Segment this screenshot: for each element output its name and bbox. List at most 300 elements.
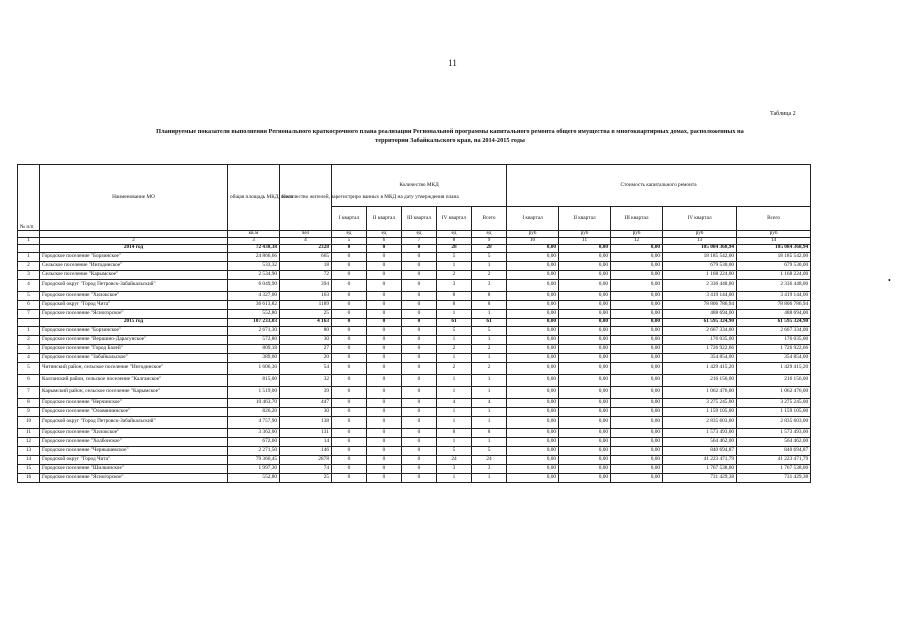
- cell-q2: 0: [367, 437, 402, 446]
- cell-cq1: 0,00: [507, 437, 559, 446]
- cell-cq4: 78 806 786,94: [663, 300, 737, 309]
- header-cost-q3: III квартал: [611, 207, 663, 231]
- unit-cell: руб: [507, 231, 559, 238]
- cell-cq4: 18 185 542,00: [663, 252, 737, 261]
- municipality-name: Читинский район, сельское поселение "Ингодинское": [40, 362, 228, 374]
- cell-cq3: 0,00: [611, 407, 663, 416]
- cell-ctotal: 216 156,00: [737, 374, 811, 386]
- row-number: 13: [18, 446, 40, 455]
- cell-cq4: 1 429 415,20: [663, 362, 737, 374]
- year-ctotal: 105 084 368,94: [737, 244, 811, 252]
- cell-ctotal: 488 694,00: [737, 309, 811, 318]
- cell-ctotal: 18 185 542,00: [737, 252, 811, 261]
- column-number: 7: [402, 238, 437, 245]
- year-cq4: 105 084 368,94: [663, 244, 737, 252]
- cell-cq3: 0,00: [611, 309, 663, 318]
- year-ctotal: 61 595 324,90: [737, 318, 811, 326]
- cell-cq3: 0,00: [611, 386, 663, 398]
- table-row: [18, 374, 811, 386]
- row-number: 2: [18, 261, 40, 270]
- cell-q1: 0: [332, 455, 367, 464]
- cell-total: 1: [472, 335, 507, 344]
- cell-q2: 0: [367, 464, 402, 473]
- row-number: 14: [18, 455, 40, 464]
- column-number: 3: [228, 238, 280, 245]
- cell-cq4: 840 694,87: [663, 446, 737, 455]
- table-row: [18, 407, 811, 416]
- cell-cq1: 0,00: [507, 326, 559, 335]
- header-repair-cost: Стоимость капитального ремонта: [507, 165, 811, 207]
- cell-q4: 5: [437, 326, 472, 335]
- cell-q4: 1: [437, 374, 472, 386]
- document-title: [55, 127, 845, 145]
- cell-cq4: 2 336 448,00: [663, 279, 737, 291]
- table-row: [18, 335, 811, 344]
- header-q1: I квартал: [332, 207, 367, 231]
- cell-residents: 25: [280, 473, 332, 482]
- year-label: 2014 год: [40, 244, 228, 252]
- table-row: [18, 362, 811, 374]
- municipality-name: Городское поселение "Борзинское": [40, 252, 228, 261]
- cell-total: 5: [472, 446, 507, 455]
- cell-q3: 0: [402, 261, 437, 270]
- cell-q2: 0: [367, 279, 402, 291]
- cell-cq1: 0,00: [507, 252, 559, 261]
- cell-cq3: 0,00: [611, 473, 663, 482]
- header-q3: III квартал: [402, 207, 437, 231]
- header-area: общая площадь МКД, всего: [228, 165, 280, 231]
- cell-q2: 0: [367, 300, 402, 309]
- year-cq2: 0,00: [559, 244, 611, 252]
- table-row: [18, 428, 811, 437]
- column-number: 12: [611, 238, 663, 245]
- cell-q2: 0: [367, 446, 402, 455]
- cell-residents: 39: [280, 386, 332, 398]
- cell-q1: 0: [332, 261, 367, 270]
- cell-area: 79 366,45: [228, 455, 280, 464]
- cell-cq3: 0,00: [611, 464, 663, 473]
- cell-cq4: 1 062 476,00: [663, 386, 737, 398]
- cell-area: 1 606,30: [228, 362, 280, 374]
- year-q2: 0: [367, 244, 402, 252]
- cell-residents: 138: [280, 416, 332, 428]
- cell-q1: 0: [332, 335, 367, 344]
- municipality-name: Городское поселение "Хилокское": [40, 291, 228, 300]
- cell-cq2: 0,00: [559, 446, 611, 455]
- cell-total: 1: [472, 386, 507, 398]
- cell-total: 2: [472, 270, 507, 279]
- year-q1: 0: [332, 318, 367, 326]
- cell-residents: 447: [280, 398, 332, 407]
- cell-cq4: 1 726 922,66: [663, 344, 737, 353]
- year-cq1: 0,00: [507, 244, 559, 252]
- year-q4: 61: [437, 318, 472, 326]
- year-num-cell: [18, 318, 40, 326]
- cell-cq3: 0,00: [611, 300, 663, 309]
- row-number: 1: [18, 252, 40, 261]
- cell-q2: 0: [367, 270, 402, 279]
- cell-area: 572,80: [228, 335, 280, 344]
- cell-residents: 1189: [280, 300, 332, 309]
- cell-cq1: 0,00: [507, 279, 559, 291]
- municipality-name: Городское поселение "Оловяннинское": [40, 407, 228, 416]
- cell-q4: 2: [437, 362, 472, 374]
- plan-table: [17, 164, 811, 483]
- cell-area: 552,80: [228, 473, 280, 482]
- cell-q1: 0: [332, 309, 367, 318]
- cell-q4: 2: [437, 270, 472, 279]
- cell-q2: 0: [367, 252, 402, 261]
- cell-q4: 5: [437, 446, 472, 455]
- cell-q1: 0: [332, 374, 367, 386]
- cell-residents: 30: [280, 335, 332, 344]
- header-cost-q4: IV квартал: [663, 207, 737, 231]
- cell-cq4: 176 035,00: [663, 335, 737, 344]
- municipality-name: Городское поселение "Хилокское": [40, 428, 228, 437]
- cell-cq1: 0,00: [507, 398, 559, 407]
- table-label: Таблица 2: [770, 111, 796, 117]
- cell-total: 1: [472, 473, 507, 482]
- year-num-cell: [18, 244, 40, 252]
- table-row: [18, 473, 811, 482]
- cell-total: 1: [472, 374, 507, 386]
- column-number: 1: [18, 238, 40, 245]
- cell-cq2: 0,00: [559, 335, 611, 344]
- cell-ctotal: 2 336 448,00: [737, 279, 811, 291]
- cell-cq2: 0,00: [559, 416, 611, 428]
- cell-q4: 1: [437, 437, 472, 446]
- header-q4: IV квартал: [437, 207, 472, 231]
- cell-q3: 0: [402, 446, 437, 455]
- cell-q3: 0: [402, 309, 437, 318]
- cell-total: 3: [472, 464, 507, 473]
- table-row: [18, 464, 811, 473]
- municipality-name: Городское поселение "Город Балей": [40, 344, 228, 353]
- cell-q2: 0: [367, 416, 402, 428]
- municipality-name: Городской округ "Город Петровск-Забайкальский": [40, 416, 228, 428]
- header-q2: II квартал: [367, 207, 402, 231]
- cell-q2: 0: [367, 374, 402, 386]
- cell-total: 1: [472, 407, 507, 416]
- municipality-name: Городское поселение "Борзинское": [40, 326, 228, 335]
- unit-cell: ед: [437, 231, 472, 238]
- cell-area: 552,80: [228, 309, 280, 318]
- table-row: [18, 300, 811, 309]
- cell-cq3: 0,00: [611, 374, 663, 386]
- unit-cell: ед: [472, 231, 507, 238]
- year-q4: 28: [437, 244, 472, 252]
- cell-q3: 0: [402, 270, 437, 279]
- cell-cq3: 0,00: [611, 344, 663, 353]
- cell-total: 4: [472, 398, 507, 407]
- row-number: 4: [18, 279, 40, 291]
- header-cost-total: Всего: [737, 207, 811, 231]
- cell-cq3: 0,00: [611, 270, 663, 279]
- cell-q1: 0: [332, 353, 367, 362]
- cell-cq3: 0,00: [611, 437, 663, 446]
- unit-cell: руб: [663, 231, 737, 238]
- cell-cq4: 679 530,00: [663, 261, 737, 270]
- cell-area: 1 997,30: [228, 464, 280, 473]
- header-num: № п/п: [18, 165, 40, 231]
- year-cq4: 61 595 324,90: [663, 318, 737, 326]
- municipality-name: Городское поселение "Ясногорское": [40, 309, 228, 318]
- unit-cell: руб: [737, 231, 811, 238]
- row-number: 5: [18, 291, 40, 300]
- cell-cq2: 0,00: [559, 252, 611, 261]
- cell-q1: 0: [332, 344, 367, 353]
- cell-cq2: 0,00: [559, 407, 611, 416]
- unit-cell: ед: [402, 231, 437, 238]
- cell-q3: 0: [402, 252, 437, 261]
- municipality-name: Городское поселение "Нерчинское": [40, 398, 228, 407]
- cell-cq2: 0,00: [559, 270, 611, 279]
- year-residents: 2328: [280, 244, 332, 252]
- header-cost-q1: I квартал: [507, 207, 559, 231]
- cell-q4: 1: [437, 407, 472, 416]
- cell-area: 1 519,00: [228, 386, 280, 398]
- cell-q3: 0: [402, 291, 437, 300]
- cell-q4: 24: [437, 455, 472, 464]
- cell-cq4: 2 667 334,00: [663, 326, 737, 335]
- cell-area: 533,32: [228, 261, 280, 270]
- row-number: 5: [18, 362, 40, 374]
- cell-q1: 0: [332, 326, 367, 335]
- table-row: [18, 437, 811, 446]
- cell-area: 36 613,82: [228, 300, 280, 309]
- municipality-name: Городской округ "Город Чита": [40, 455, 228, 464]
- cell-q3: 0: [402, 353, 437, 362]
- cell-q4: 4: [437, 398, 472, 407]
- cell-residents: 27: [280, 344, 332, 353]
- cell-area: 389,00: [228, 353, 280, 362]
- year-q2: 0: [367, 318, 402, 326]
- year-cq1: 0,00: [507, 318, 559, 326]
- cell-q2: 0: [367, 291, 402, 300]
- cell-q4: 8: [437, 300, 472, 309]
- cell-ctotal: 1 726 922,66: [737, 344, 811, 353]
- cell-cq3: 0,00: [611, 326, 663, 335]
- cell-ctotal: 679 530,00: [737, 261, 811, 270]
- cell-residents: 30: [280, 407, 332, 416]
- table-row: [18, 291, 811, 300]
- table-row: [18, 455, 811, 464]
- table-row: [18, 252, 811, 261]
- year-total: 61: [472, 318, 507, 326]
- cell-total: 1: [472, 309, 507, 318]
- cell-q4: 1: [437, 261, 472, 270]
- cell-cq1: 0,00: [507, 455, 559, 464]
- cell-total: 2: [472, 344, 507, 353]
- row-number: 1: [18, 326, 40, 335]
- cell-cq1: 0,00: [507, 335, 559, 344]
- cell-cq4: 354 854,00: [663, 353, 737, 362]
- table-header: [18, 165, 811, 245]
- year-cq3: 0,00: [611, 318, 663, 326]
- cell-q3: 0: [402, 300, 437, 309]
- cell-ctotal: 564 462,00: [737, 437, 811, 446]
- cell-residents: 163: [280, 291, 332, 300]
- cell-cq1: 0,00: [507, 353, 559, 362]
- municipality-name: Сельское поселение "Карымское": [40, 270, 228, 279]
- cell-residents: 74: [280, 464, 332, 473]
- cell-ctotal: 354 854,00: [737, 353, 811, 362]
- cell-area: 2 671,30: [228, 326, 280, 335]
- cell-total: 8: [472, 428, 507, 437]
- cell-total: 3: [472, 279, 507, 291]
- cell-q4: 1: [437, 473, 472, 482]
- cell-ctotal: 41 223 471,79: [737, 455, 811, 464]
- cell-q4: 3: [437, 464, 472, 473]
- cell-cq1: 0,00: [507, 374, 559, 386]
- cell-q4: 8: [437, 291, 472, 300]
- cell-cq1: 0,00: [507, 309, 559, 318]
- cell-ctotal: 3 275 245,00: [737, 398, 811, 407]
- cell-q1: 0: [332, 473, 367, 482]
- cell-cq1: 0,00: [507, 428, 559, 437]
- cell-q1: 0: [332, 428, 367, 437]
- table-row: [18, 446, 811, 455]
- cell-cq2: 0,00: [559, 300, 611, 309]
- year-area: 107 233,03: [228, 318, 280, 326]
- cell-residents: 2878: [280, 455, 332, 464]
- header-cost-q2: II квартал: [559, 207, 611, 231]
- cell-q1: 0: [332, 291, 367, 300]
- cell-ctotal: 176 035,00: [737, 335, 811, 344]
- cell-residents: 146: [280, 446, 332, 455]
- cell-q2: 0: [367, 326, 402, 335]
- cell-q3: 0: [402, 398, 437, 407]
- cell-q1: 0: [332, 279, 367, 291]
- cell-q3: 0: [402, 362, 437, 374]
- cell-q3: 0: [402, 279, 437, 291]
- margin-mark: •: [888, 276, 891, 285]
- cell-q4: 2: [437, 344, 472, 353]
- cell-cq4: 731 429,38: [663, 473, 737, 482]
- cell-q1: 0: [332, 270, 367, 279]
- row-number: 6: [18, 374, 40, 386]
- unit-cell: ед: [367, 231, 402, 238]
- table-row: [18, 326, 811, 335]
- cell-cq2: 0,00: [559, 309, 611, 318]
- cell-cq3: 0,00: [611, 398, 663, 407]
- cell-residents: 20: [280, 353, 332, 362]
- municipality-name: Городское поселение "Чернышевское": [40, 446, 228, 455]
- cell-ctotal: 840 694,87: [737, 446, 811, 455]
- cell-total: 1: [472, 437, 507, 446]
- cell-total: 5: [472, 252, 507, 261]
- unit-cell: чел: [280, 231, 332, 238]
- cell-residents: 32: [280, 374, 332, 386]
- cell-total: 8: [472, 300, 507, 309]
- page-number: 11: [448, 58, 457, 68]
- cell-q4: 8: [437, 428, 472, 437]
- cell-cq3: 0,00: [611, 455, 663, 464]
- row-number: 3: [18, 270, 40, 279]
- cell-q2: 0: [367, 353, 402, 362]
- municipality-name: Городской округ "Город Петровск-Забайкальский": [40, 279, 228, 291]
- row-number: 8: [18, 398, 40, 407]
- title-line-1: Планируемые показатели выполнения Регионального краткосрочного плана реализации Региональной программы капитального ремонта общего имущества в многоквартирных домах, расположенных на: [156, 128, 744, 135]
- column-number: 14: [737, 238, 811, 245]
- cell-residents: 131: [280, 428, 332, 437]
- column-number: 9: [472, 238, 507, 245]
- cell-cq3: 0,00: [611, 335, 663, 344]
- cell-cq1: 0,00: [507, 386, 559, 398]
- cell-cq2: 0,00: [559, 386, 611, 398]
- year-cq2: 0,00: [559, 318, 611, 326]
- table-row: [18, 261, 811, 270]
- cell-cq4: 1 168 224,00: [663, 270, 737, 279]
- cell-q1: 0: [332, 407, 367, 416]
- cell-ctotal: 1 062 476,00: [737, 386, 811, 398]
- year-residents: 4 163: [280, 318, 332, 326]
- column-number: 2: [40, 238, 228, 245]
- cell-total: 5: [472, 326, 507, 335]
- cell-q2: 0: [367, 344, 402, 353]
- cell-q4: 1: [437, 309, 472, 318]
- municipality-name: Городское поселение "Забайкальское": [40, 353, 228, 362]
- cell-cq3: 0,00: [611, 353, 663, 362]
- cell-residents: 80: [280, 326, 332, 335]
- row-number: 4: [18, 353, 40, 362]
- column-number: 13: [663, 238, 737, 245]
- cell-q3: 0: [402, 416, 437, 428]
- cell-total: 1: [472, 416, 507, 428]
- cell-q4: 3: [437, 279, 472, 291]
- cell-cq2: 0,00: [559, 362, 611, 374]
- cell-ctotal: 1 159 105,00: [737, 407, 811, 416]
- cell-cq1: 0,00: [507, 416, 559, 428]
- cell-q3: 0: [402, 386, 437, 398]
- cell-q3: 0: [402, 335, 437, 344]
- cell-cq3: 0,00: [611, 252, 663, 261]
- header-name: Наименование МО: [40, 165, 228, 231]
- table-row: [18, 353, 811, 362]
- table-row: [18, 344, 811, 353]
- header-mkd-count: Количество МКД: [332, 165, 507, 207]
- table-row: [18, 398, 811, 407]
- cell-residents: 18: [280, 261, 332, 270]
- cell-q3: 0: [402, 464, 437, 473]
- cell-q3: 0: [402, 407, 437, 416]
- cell-cq3: 0,00: [611, 446, 663, 455]
- cell-cq1: 0,00: [507, 464, 559, 473]
- cell-cq3: 0,00: [611, 279, 663, 291]
- cell-q2: 0: [367, 335, 402, 344]
- cell-residents: 54: [280, 362, 332, 374]
- cell-cq3: 0,00: [611, 416, 663, 428]
- cell-cq4: 3 275 245,00: [663, 398, 737, 407]
- cell-cq3: 0,00: [611, 362, 663, 374]
- cell-area: 3 362,00: [228, 428, 280, 437]
- cell-cq1: 0,00: [507, 407, 559, 416]
- cell-cq4: 1 159 105,00: [663, 407, 737, 416]
- cell-q4: 1: [437, 386, 472, 398]
- cell-total: 1: [472, 261, 507, 270]
- cell-total: 24: [472, 455, 507, 464]
- row-number: 2: [18, 335, 40, 344]
- row-number: 3: [18, 344, 40, 353]
- cell-residents: 14: [280, 437, 332, 446]
- municipality-name: Городское поселение "Шилкинское": [40, 464, 228, 473]
- cell-cq2: 0,00: [559, 455, 611, 464]
- table-row: [18, 416, 811, 428]
- cell-cq3: 0,00: [611, 428, 663, 437]
- unit-cell: руб: [611, 231, 663, 238]
- cell-q2: 0: [367, 455, 402, 464]
- column-number: 10: [507, 238, 559, 245]
